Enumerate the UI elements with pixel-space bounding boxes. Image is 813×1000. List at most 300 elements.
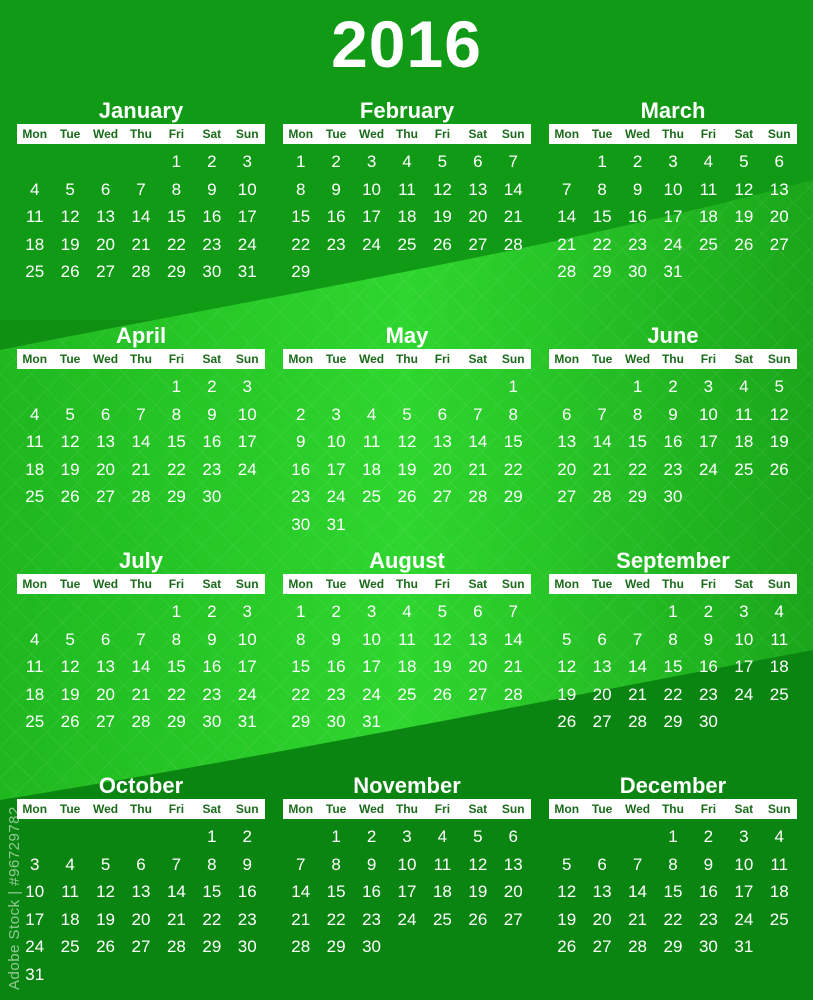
weekday-label: Wed: [624, 802, 651, 816]
day-cell: 29: [166, 712, 186, 731]
day-cell: [726, 708, 761, 736]
week-row: [17, 373, 265, 401]
week-row: [283, 708, 531, 736]
day-cell: [17, 598, 52, 626]
day-cell: 13: [769, 179, 789, 199]
weekday-label: Tue: [591, 127, 613, 141]
day-cell: 3: [703, 377, 714, 396]
day-cell: 11: [398, 179, 416, 199]
day-cell: 16: [202, 432, 222, 451]
day-cell: 24: [362, 684, 382, 704]
day-cell: 4: [774, 602, 784, 621]
day-cell: [496, 258, 531, 286]
day-cell: 20: [468, 207, 488, 226]
day-cell: 15: [503, 432, 523, 451]
day-cell: 18: [25, 234, 45, 254]
day-cell: 27: [592, 712, 612, 731]
day-cell: 29: [663, 712, 683, 731]
day-cell: 2: [242, 827, 252, 846]
week-row: [549, 176, 797, 204]
day-cell: 3: [668, 152, 678, 171]
day-cell: 4: [437, 827, 448, 846]
day-cell: 25: [769, 909, 789, 929]
day-cell: 1: [668, 602, 678, 621]
month-name: January: [98, 98, 184, 123]
day-cell: 14: [291, 882, 311, 901]
day-cell: 31: [25, 964, 45, 984]
day-cell: 27: [503, 909, 523, 929]
day-cell: 21: [131, 684, 151, 704]
day-cell: 1: [171, 602, 182, 621]
day-cell: [389, 373, 424, 401]
day-cell: 28: [131, 262, 151, 281]
day-cell: 28: [131, 712, 151, 731]
day-cell: 10: [237, 404, 257, 424]
day-cell: 28: [628, 712, 648, 731]
day-cell: 13: [468, 629, 488, 649]
day-cell: 9: [331, 179, 341, 199]
day-cell: [584, 598, 619, 626]
day-cell: 27: [432, 487, 452, 506]
day-cell: 24: [237, 234, 257, 254]
day-cell: 21: [131, 459, 151, 479]
day-cell: 13: [592, 657, 612, 676]
day-cell: 1: [668, 827, 678, 846]
week-row: [549, 823, 797, 851]
day-cell: 10: [397, 854, 417, 874]
day-cell: 29: [326, 937, 346, 956]
day-cell: 2: [207, 602, 217, 621]
day-cell: [52, 961, 87, 989]
weekday-label: Mon: [554, 127, 580, 141]
day-cell: 16: [362, 882, 382, 901]
day-cell: [549, 148, 584, 176]
weekday-label: Mon: [554, 577, 580, 591]
day-cell: 13: [557, 432, 577, 451]
week-row: [17, 428, 265, 456]
day-cell: [88, 598, 123, 626]
day-cell: 19: [557, 909, 577, 929]
day-cell: 25: [734, 459, 754, 479]
weekday-header: [549, 124, 797, 144]
day-cell: 18: [432, 882, 452, 901]
day-cell: 9: [207, 179, 217, 199]
day-cell: 9: [632, 179, 643, 199]
day-cell: 31: [663, 262, 683, 281]
day-cell: 20: [96, 459, 116, 479]
week-row: [17, 906, 265, 934]
day-cell: 25: [397, 684, 417, 704]
day-cell: [159, 823, 194, 851]
day-cell: 27: [131, 937, 151, 956]
month-october: [17, 773, 265, 988]
day-cell: 2: [207, 152, 217, 171]
weekday-label: Fri: [434, 127, 451, 141]
day-cell: 19: [769, 432, 789, 451]
day-cell: 9: [207, 629, 217, 649]
day-cell: 3: [331, 404, 341, 424]
month-name: September: [616, 548, 730, 573]
weekday-label: Thu: [129, 802, 152, 816]
week-row: [283, 511, 531, 539]
day-cell: 23: [202, 684, 222, 704]
day-cell: 21: [468, 459, 488, 479]
day-cell: 4: [774, 827, 784, 846]
weekday-label: Mon: [288, 577, 314, 591]
day-cell: 23: [698, 909, 718, 929]
day-cell: 20: [96, 684, 116, 704]
weekday-label: Sun: [501, 127, 525, 141]
day-cell: 20: [503, 882, 523, 901]
week-row: [283, 906, 531, 934]
day-cell: 24: [734, 909, 754, 929]
weekday-label: Tue: [59, 577, 81, 591]
day-cell: 17: [734, 882, 754, 901]
day-cell: 8: [668, 854, 678, 874]
day-cell: 11: [770, 854, 789, 874]
day-cell: 10: [237, 629, 257, 649]
day-cell: 9: [668, 404, 678, 424]
day-cell: 21: [503, 207, 523, 226]
day-cell: 22: [503, 459, 523, 479]
watermark-text: Adobe Stock | #96729782: [6, 806, 23, 990]
weekday-label: Wed: [624, 127, 651, 141]
weekday-label: Mon: [554, 802, 580, 816]
day-cell: 14: [628, 657, 648, 676]
weekday-label: Wed: [624, 577, 651, 591]
day-cell: 26: [432, 234, 452, 254]
month-september: [549, 548, 797, 736]
day-cell: 6: [561, 404, 572, 424]
weekday-label: Sat: [468, 127, 488, 141]
day-cell: 4: [366, 404, 377, 424]
day-cell: 3: [366, 152, 377, 171]
day-cell: 11: [25, 432, 44, 451]
day-cell: [123, 961, 158, 989]
day-cell: 11: [433, 854, 452, 874]
week-row: [17, 823, 265, 851]
day-cell: 6: [774, 152, 784, 171]
day-cell: 6: [597, 629, 607, 649]
week-row: [549, 681, 797, 709]
day-cell: 19: [96, 909, 116, 929]
day-cell: 29: [503, 487, 523, 506]
day-cell: [549, 823, 584, 851]
day-cell: 15: [166, 657, 186, 676]
weekday-label: Tue: [325, 127, 347, 141]
day-cell: 10: [326, 432, 346, 451]
day-cell: [283, 823, 318, 851]
day-cell: 12: [397, 432, 417, 451]
weekday-label: Sun: [767, 577, 791, 591]
month-february: [283, 98, 531, 286]
week-row: [549, 878, 797, 906]
day-cell: 6: [100, 404, 111, 424]
day-cell: 5: [437, 152, 448, 171]
day-cell: 26: [557, 937, 577, 956]
weekday-label: Thu: [129, 577, 152, 591]
day-cell: 24: [237, 684, 257, 704]
weekday-label: Sun: [501, 577, 525, 591]
day-cell: [17, 148, 52, 176]
day-cell: 26: [769, 459, 789, 479]
week-row: [283, 653, 531, 681]
month-name: October: [98, 773, 184, 798]
day-cell: 15: [326, 882, 346, 901]
day-cell: 30: [202, 262, 222, 281]
day-cell: 15: [166, 432, 186, 451]
day-cell: 26: [468, 909, 488, 929]
day-cell: 12: [60, 432, 80, 451]
day-cell: 8: [508, 404, 518, 424]
day-cell: 4: [29, 629, 40, 649]
day-cell: 22: [663, 909, 683, 929]
weekday-label: Fri: [168, 127, 185, 141]
day-cell: 16: [698, 882, 718, 901]
week-row: [549, 626, 797, 654]
day-cell: 4: [739, 377, 749, 396]
weekday-label: Mon: [288, 352, 314, 366]
day-cell: 8: [295, 179, 306, 199]
day-cell: 2: [703, 602, 714, 621]
weekday-label: Sat: [202, 577, 222, 591]
day-cell: [389, 933, 424, 961]
day-cell: [496, 708, 531, 736]
weekday-label: Sat: [202, 352, 222, 366]
week-row: [17, 203, 265, 231]
day-cell: 28: [503, 234, 523, 254]
month-december: [549, 773, 797, 961]
day-cell: 11: [734, 404, 753, 424]
week-row: [17, 933, 265, 961]
day-cell: [762, 933, 797, 961]
weekday-label: Sat: [734, 577, 754, 591]
day-cell: 3: [366, 602, 377, 621]
day-cell: 7: [136, 179, 146, 199]
day-cell: 17: [326, 459, 346, 479]
day-cell: 20: [592, 684, 612, 704]
day-cell: 20: [96, 234, 116, 254]
day-cell: 2: [207, 377, 217, 396]
day-cell: [123, 823, 158, 851]
week-row: [283, 933, 531, 961]
day-cell: 25: [60, 937, 80, 956]
day-cell: 28: [592, 487, 612, 506]
day-cell: [620, 823, 655, 851]
day-cell: 26: [96, 937, 116, 956]
day-cell: 16: [291, 459, 311, 479]
day-cell: [88, 823, 123, 851]
day-cell: 14: [131, 657, 151, 676]
day-cell: 17: [362, 657, 382, 676]
day-cell: 14: [503, 179, 523, 199]
day-cell: 3: [29, 854, 40, 874]
weekday-label: Thu: [129, 352, 152, 366]
day-cell: 23: [202, 234, 222, 254]
day-cell: 24: [734, 684, 754, 704]
day-cell: 25: [769, 684, 789, 704]
day-cell: 22: [202, 909, 222, 929]
day-cell: [691, 258, 726, 286]
month-name: November: [353, 773, 461, 798]
day-cell: 18: [769, 657, 789, 676]
day-cell: 11: [770, 629, 789, 649]
week-row: [17, 626, 265, 654]
day-cell: 26: [432, 684, 452, 704]
weekday-label: Sat: [734, 352, 754, 366]
day-cell: 26: [60, 487, 80, 506]
day-cell: 20: [432, 459, 452, 479]
day-cell: 11: [699, 179, 718, 199]
day-cell: 31: [362, 712, 382, 731]
weekday-label: Thu: [661, 802, 684, 816]
day-cell: 13: [96, 207, 116, 226]
day-cell: 13: [96, 657, 116, 676]
day-cell: 11: [61, 882, 79, 901]
day-cell: 17: [237, 432, 257, 451]
weekday-label: Fri: [700, 802, 717, 816]
day-cell: 13: [592, 882, 612, 901]
weekday-label: Sat: [468, 577, 488, 591]
day-cell: 19: [734, 207, 754, 226]
week-row: [283, 823, 531, 851]
day-cell: 17: [663, 207, 683, 226]
day-cell: 17: [237, 207, 257, 226]
weekday-label: Sun: [767, 802, 791, 816]
year-title: 2016: [331, 7, 482, 81]
week-row: [17, 258, 265, 286]
weekday-label: Sun: [501, 802, 525, 816]
day-cell: 13: [468, 179, 488, 199]
month-august: [283, 548, 531, 736]
week-row: [17, 456, 265, 484]
day-cell: 1: [508, 377, 518, 396]
day-cell: [549, 598, 584, 626]
day-cell: 6: [100, 179, 111, 199]
weekday-label: Sat: [734, 127, 754, 141]
weekday-label: Thu: [661, 127, 684, 141]
weekday-label: Tue: [59, 352, 81, 366]
month-name: August: [369, 548, 445, 573]
day-cell: 9: [207, 404, 217, 424]
day-cell: 3: [402, 827, 412, 846]
day-cell: 30: [326, 712, 346, 731]
week-row: [283, 231, 531, 259]
weekday-label: Sat: [468, 802, 488, 816]
day-cell: 16: [202, 207, 222, 226]
day-cell: 15: [202, 882, 222, 901]
day-cell: 7: [136, 629, 146, 649]
day-cell: 3: [739, 827, 749, 846]
day-cell: 5: [437, 602, 448, 621]
weekday-header: [549, 349, 797, 369]
day-cell: 26: [557, 712, 577, 731]
month-november: [283, 773, 531, 961]
day-cell: 6: [473, 602, 483, 621]
day-cell: 5: [402, 404, 412, 424]
day-cell: 5: [774, 377, 784, 396]
day-cell: 29: [592, 262, 612, 281]
day-cell: 1: [295, 602, 306, 621]
weekday-label: Wed: [92, 127, 119, 141]
weekday-label: Mon: [288, 802, 314, 816]
day-cell: 14: [557, 207, 577, 226]
day-cell: 16: [663, 432, 683, 451]
weekday-label: Fri: [700, 127, 717, 141]
day-cell: 28: [131, 487, 151, 506]
weekday-label: Mon: [22, 802, 48, 816]
day-cell: 31: [734, 937, 754, 956]
day-cell: [460, 708, 495, 736]
day-cell: 7: [561, 179, 572, 199]
day-cell: 4: [29, 404, 40, 424]
day-cell: 2: [632, 152, 643, 171]
week-row: [283, 851, 531, 879]
day-cell: [425, 373, 460, 401]
day-cell: 9: [242, 854, 252, 874]
day-cell: 24: [326, 487, 346, 506]
day-cell: [425, 933, 460, 961]
day-cell: 21: [557, 234, 577, 254]
day-cell: 8: [668, 629, 678, 649]
day-cell: [354, 511, 389, 539]
day-cell: 19: [60, 234, 80, 254]
day-cell: 19: [468, 882, 488, 901]
day-cell: 10: [362, 179, 382, 199]
day-cell: [88, 373, 123, 401]
week-row: [283, 428, 531, 456]
day-cell: 2: [331, 152, 341, 171]
day-cell: 23: [202, 459, 222, 479]
week-row: [549, 428, 797, 456]
day-cell: 2: [366, 827, 377, 846]
day-cell: 8: [207, 854, 217, 874]
day-cell: [88, 961, 123, 989]
day-cell: 30: [362, 937, 382, 956]
day-cell: 12: [60, 207, 80, 226]
day-cell: 12: [769, 404, 789, 424]
day-cell: 22: [166, 459, 186, 479]
day-cell: 3: [739, 602, 749, 621]
weekday-label: Wed: [624, 352, 651, 366]
day-cell: 22: [663, 684, 683, 704]
weekday-label: Fri: [168, 352, 185, 366]
day-cell: 28: [628, 937, 648, 956]
day-cell: [354, 373, 389, 401]
weekday-label: Sun: [235, 802, 259, 816]
day-cell: 25: [25, 712, 45, 731]
day-cell: 20: [557, 459, 577, 479]
day-cell: 29: [202, 937, 222, 956]
day-cell: 24: [25, 937, 45, 956]
month-name: June: [647, 323, 699, 348]
day-cell: [52, 598, 87, 626]
day-cell: 15: [592, 207, 612, 226]
day-cell: [460, 258, 495, 286]
day-cell: 31: [237, 712, 257, 731]
day-cell: 3: [242, 152, 252, 171]
week-row: [549, 148, 797, 176]
week-row: [17, 483, 265, 511]
weekday-label: Mon: [22, 127, 48, 141]
day-cell: 21: [291, 909, 311, 929]
weekday-header: [283, 574, 531, 594]
month-name: April: [115, 323, 167, 348]
week-row: [17, 681, 265, 709]
day-cell: 28: [503, 684, 523, 704]
day-cell: 2: [295, 404, 306, 424]
day-cell: [549, 373, 584, 401]
